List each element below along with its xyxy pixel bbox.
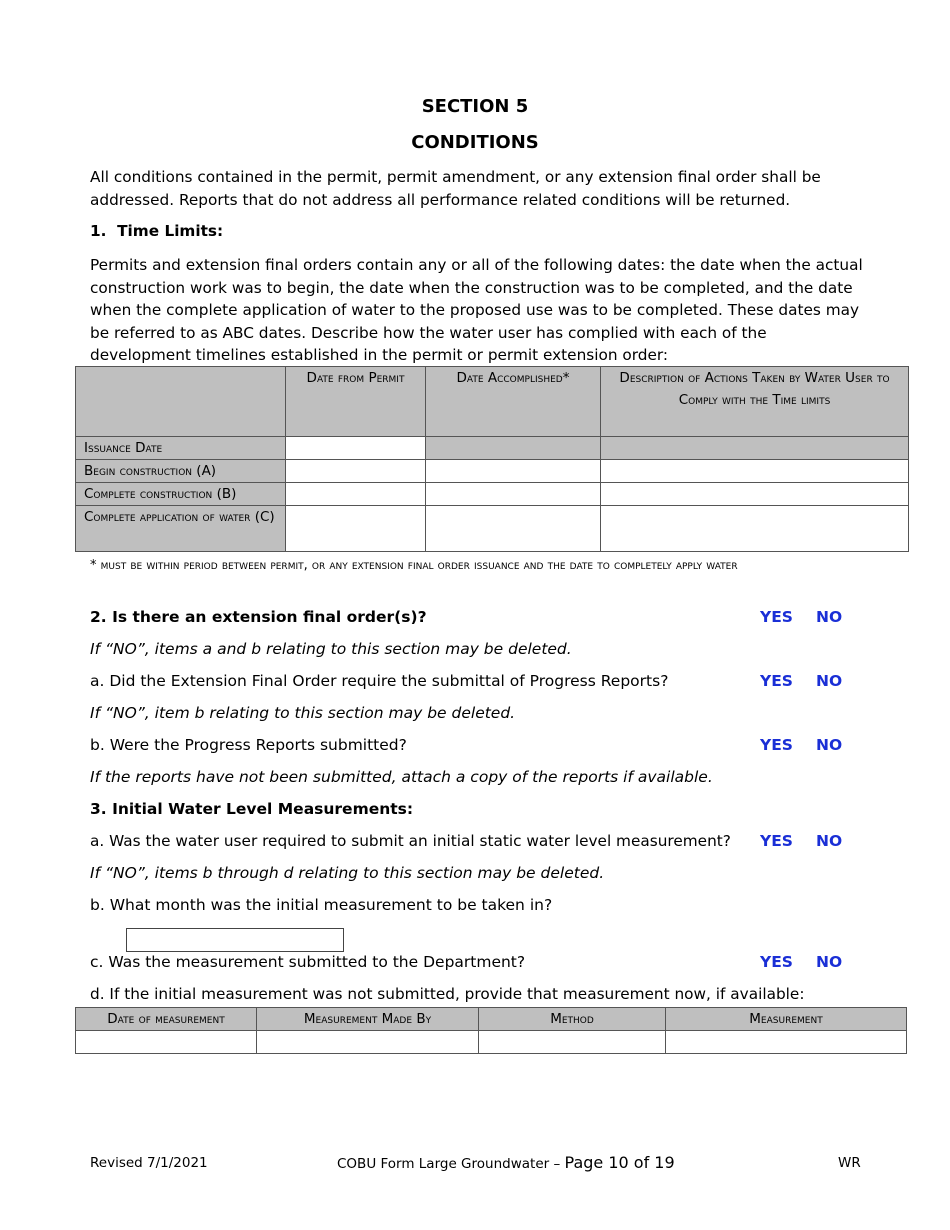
progress-required-yes-option[interactable]: YES [760,672,793,690]
progress-reports-required-question: a. Did the Extension Final Order require the submittal of Progress Reports? [90,672,669,690]
static-level-question: a. Was the water user required to submit an initial static water level measurement? [90,832,731,850]
measurement-submitted-yes-option[interactable]: YES [760,953,793,971]
abc-row-label: Complete application of water (C) [76,506,286,552]
footer-form-name: COBU Form Large Groundwater – [337,1156,565,1172]
progress-required-no-option[interactable]: NO [816,672,843,690]
abc-cell-input[interactable] [286,460,426,483]
static-level-no-option[interactable]: NO [816,832,843,850]
progress-if-no-note: If “NO”, item b relating to this section may be deleted. [90,704,516,722]
measurement-header-made-by: Measurement Made By [257,1008,479,1031]
abc-cell-input[interactable] [426,483,601,506]
time-limits-heading [90,222,223,240]
abc-header-description: Description of Actions Taken by Water User to Comply with the Time limits [601,367,909,437]
abc-cell-input[interactable] [426,460,601,483]
measurement-header-date: Date of measurement [76,1008,257,1031]
progress-submitted-question: b. Were the Progress Reports submitted? [90,736,407,754]
footer-code: WR [838,1155,861,1171]
water-level-heading: 3. Initial Water Level Measurements: [90,800,414,818]
abc-dates-table [75,366,909,552]
measurement-cell-input[interactable] [479,1031,666,1054]
abc-cell-input[interactable] [601,506,909,552]
measurement-cell-input[interactable] [666,1031,907,1054]
footer-form [337,1153,675,1172]
abc-row-label: Complete construction (B) [76,483,286,506]
section-subtitle: CONDITIONS [411,132,539,153]
water-level-if-no-note: If “NO”, items b through d relating to this section may be deleted. [90,864,605,882]
abc-cell-input[interactable] [601,483,909,506]
extension-if-no-note: If “NO”, items a and b relating to this section may be deleted. [90,640,572,658]
measurement-submitted-no-option[interactable]: NO [816,953,843,971]
extension-no-option[interactable]: NO [816,608,843,626]
time-limits-number: 1. [90,222,107,240]
abc-cell-input[interactable] [286,483,426,506]
abc-cell-input[interactable] [286,437,426,460]
abc-cell-input[interactable] [286,506,426,552]
time-limits-label: Time Limits: [117,222,224,240]
extension-yes-option[interactable]: YES [760,608,793,626]
abc-row-label: Begin construction (A) [76,460,286,483]
progress-submitted-no-option[interactable]: NO [816,736,843,754]
progress-submitted-yes-option[interactable]: YES [760,736,793,754]
abc-cell-shaded [601,437,909,460]
abc-header-date-from-permit: Date from Permit [286,367,426,437]
abc-cell-input[interactable] [601,460,909,483]
abc-cell-input[interactable] [426,506,601,552]
measurement-cell-input[interactable] [257,1031,479,1054]
intro-paragraph: All conditions contained in the permit, permit amendment, or any extension final order shall be addressed. Reports that do not address all performance related conditions will be returned. [90,168,821,209]
initial-month-input[interactable] [126,928,344,952]
measurement-header-measurement: Measurement [666,1008,907,1031]
extension-question: 2. Is there an extension final order(s)? [90,608,427,626]
abc-header-date-accomplished: Date Accomplished* [426,367,601,437]
footer-page-number: Page 10 of 19 [564,1153,675,1172]
abc-row-label: Issuance Date [76,437,286,460]
measurement-cell-input[interactable] [76,1031,257,1054]
provide-measurement-question: d. If the initial measurement was not submitted, provide that measurement now, if available: [90,985,805,1003]
footer-revised: Revised 7/1/2021 [90,1155,208,1171]
measurement-table [75,1007,907,1054]
measurement-header-method: Method [479,1008,666,1031]
abc-header-blank [76,367,286,437]
abc-footnote: * must be within period between permit, or any extension final order issuance and the date to completely apply water [90,558,738,573]
measurement-submitted-question: c. Was the measurement submitted to the Department? [90,953,526,971]
time-limits-body: Permits and extension final orders contain any or all of the following dates: the date when the actual construction work was to begin, the date when the construction was to be completed, and the date when the complete application of water to the proposed use was to be completed. These dates may be referred to as ABC dates. Describe how the water user has complied with each of the development timelines established in the permit or permit extension order: [90,256,863,364]
reports-attach-note: If the reports have not been submitted, attach a copy of the reports if available. [90,768,713,786]
section-title: SECTION 5 [421,96,529,117]
initial-month-question: b. What month was the initial measurement to be taken in? [90,896,553,914]
abc-cell-shaded [426,437,601,460]
static-level-yes-option[interactable]: YES [760,832,793,850]
